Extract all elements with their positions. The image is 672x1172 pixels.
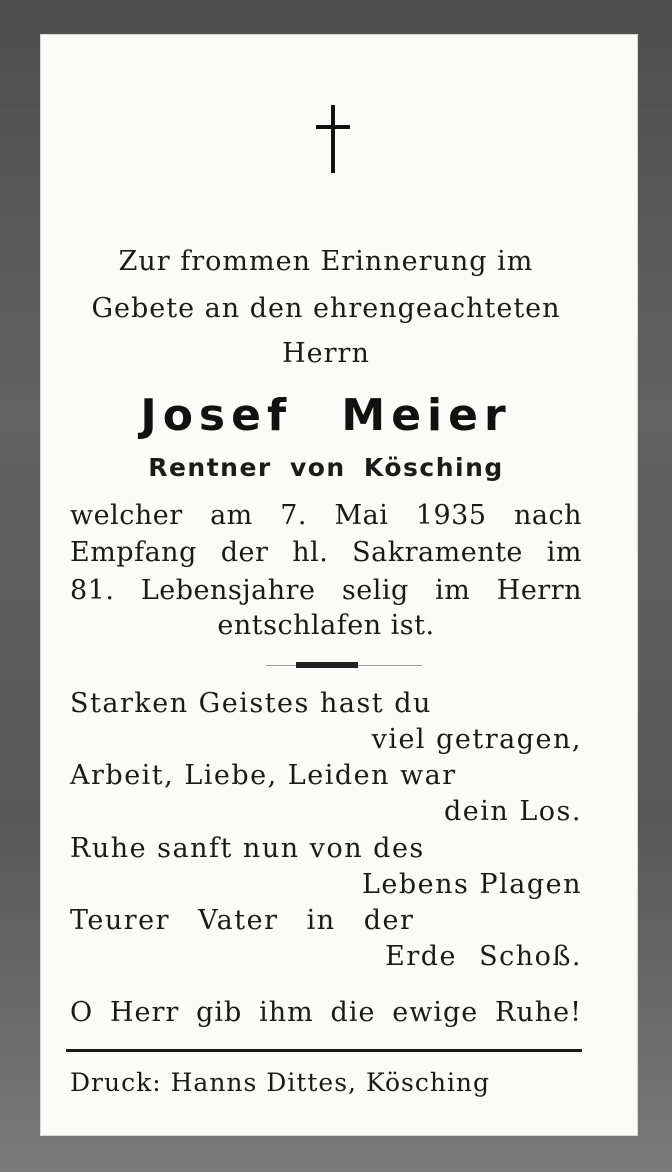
poem-line-6: Lebens Plagen	[361, 869, 582, 900]
intro-line-2: Gebete an den ehrengeachteten	[91, 293, 561, 324]
divider-ornament	[266, 660, 422, 670]
poem-line-5: Ruhe sanft nun von des	[70, 833, 425, 864]
deceased-name: Josef Meier	[140, 390, 512, 441]
intro-line-1: Zur frommen Erinnerung im	[118, 246, 534, 277]
poem-line-3: Arbeit, Liebe, Leiden war	[70, 760, 457, 791]
cross-icon	[316, 105, 350, 173]
announcement-line-1: welcher am 7. Mai 1935 nach	[70, 500, 582, 531]
announcement-line-2: Empfang der hl. Sakramente im	[70, 537, 582, 568]
poem-line-2: viel getragen,	[371, 724, 582, 755]
poem-line-7: Teurer Vater in der	[70, 905, 415, 936]
announcement-line-3: 81. Lebensjahre selig im Herrn	[70, 575, 582, 606]
poem-line-8: Erde Schoß.	[385, 941, 582, 972]
bottom-rule	[66, 1049, 582, 1052]
deceased-occupation: Rentner von Kösching	[148, 453, 504, 482]
intro-line-3: Herrn	[282, 338, 370, 369]
announcement-line-4: entschlafen ist.	[217, 610, 435, 641]
poem-line-1: Starken Geistes hast du	[70, 688, 432, 719]
printer-credit: Druck: Hanns Dittes, Kösching	[70, 1068, 491, 1097]
closing-prayer: O Herr gib ihm die ewige Ruhe!	[70, 997, 582, 1028]
poem-line-4: dein Los.	[444, 796, 582, 827]
